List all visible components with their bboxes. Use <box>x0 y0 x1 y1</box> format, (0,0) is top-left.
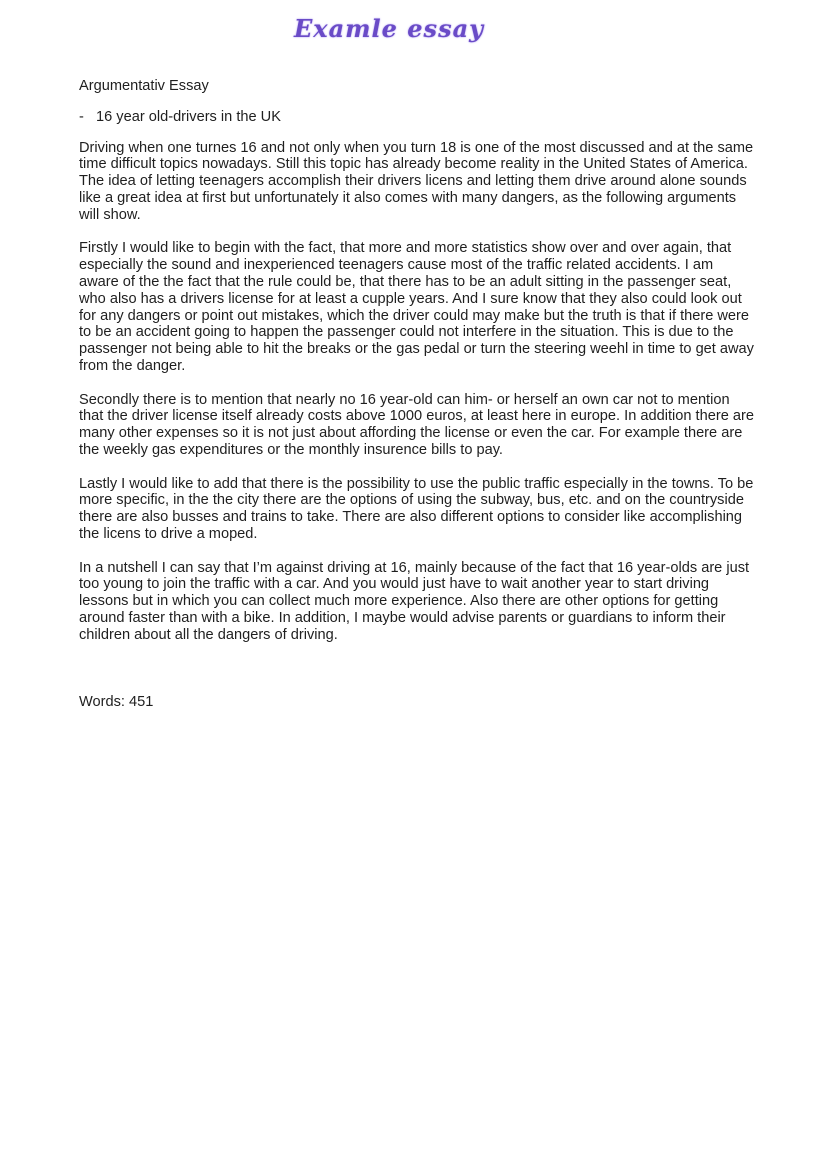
paragraph-conclusion: In a nutshell I can say that I’m against driving at 16, mainly because of the fact that 16 year-olds are just too young to join the traffic with a car. And you would just have to wait another year to start driving lessons but in which you can collect much more experience. Also there are other options for getting around faster than with a bike. In addition, I maybe would advise parents or guardians to inform their children about all the dangers of driving. <box>79 559 750 643</box>
essay-content <box>79 78 754 710</box>
subtitle-bullet: - <box>79 108 84 125</box>
handwritten-title: Examle essay <box>294 14 485 43</box>
paragraph-first-argument: Firstly I would like to begin with the fact, that more and more statistics show over and over again, that especially the sound and inexperienced teenagers cause most of the traffic related accidents. I am aware of the the fact that the rule could be, that there has to be an adult sitting in the passenger seat, who also has a drivers license for at least a cupple years. And I sure know that they also could look out for any dangers or point out mistakes, which the driver could may make but the truth is that if there were to be an accident going to happen the passenger could not interfere in the situation. This is due to the passenger not being able to hit the breaks or the gas pedal or turn the steering weehl in time to get away from the danger. <box>79 240 754 374</box>
essay-heading: Argumentativ Essay <box>79 78 209 94</box>
paragraph-third-argument: Lastly I would like to add that there is the possibility to use the public traffic especially in the towns. To be more specific, in the the city there are the options of using the subway, bus, etc. and on the countryside there are also busses and trains to take. There are also different options to consider like accomplishing the licens to drive a moped. <box>79 475 754 542</box>
essay-subtitle <box>79 109 754 126</box>
word-count: Words: 451 <box>79 693 154 710</box>
paragraph-introduction: Driving when one turnes 16 and not only when you turn 18 is one of the most discussed and at the same time difficult topics nowadays. Still this topic has already become reality in the United States of America. The idea of letting teenagers accomplish their drivers licens and letting them drive around alone sounds like a great idea at first but unfortunately it also comes with many dangers, as the following arguments will show. <box>79 139 754 223</box>
paragraph-second-argument: Secondly there is to mention that nearly no 16 year-old can him- or herself an own car not to mention that the driver license itself already costs above 1000 euros, at least here in europe. In addition there are many other expenses so it is not just about affording the license or even the car. For example there are the weekly gas expenditures or the monthly insurence bills to pay. <box>79 391 754 458</box>
subtitle-text: 16 year old-drivers in the UK <box>96 108 281 125</box>
